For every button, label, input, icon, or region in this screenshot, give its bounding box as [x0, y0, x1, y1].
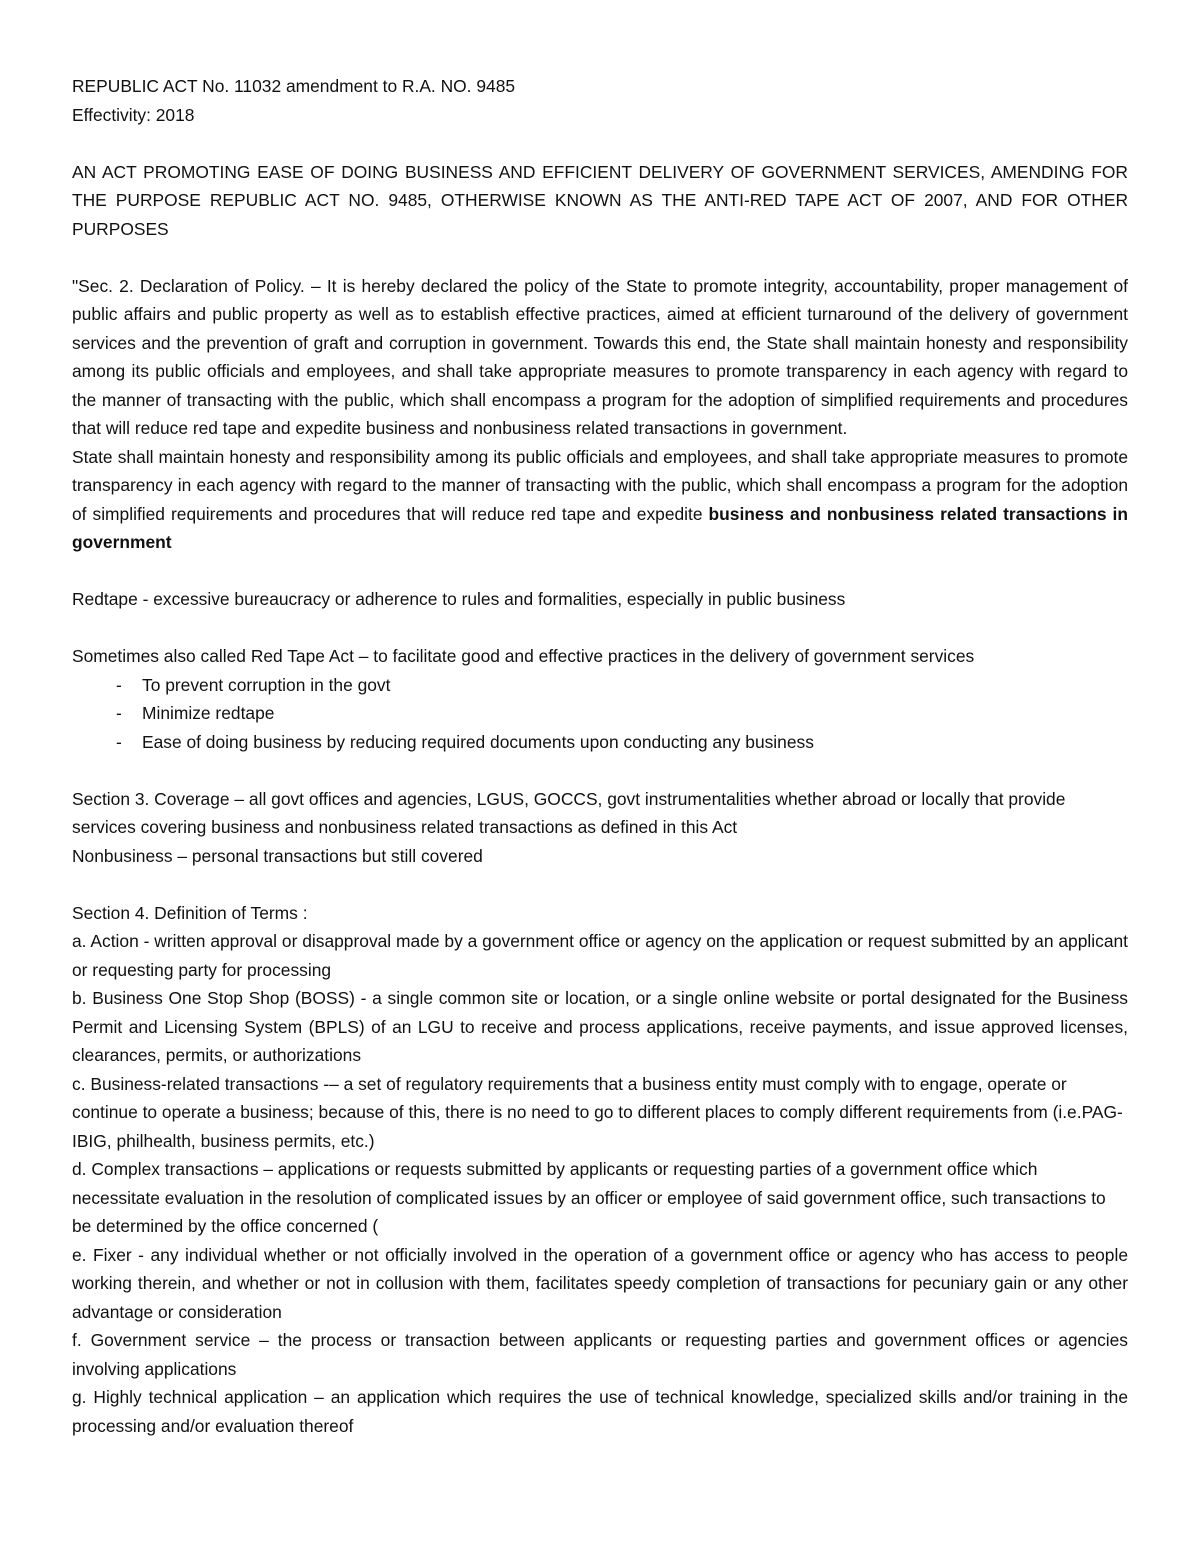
spacer	[72, 756, 1128, 785]
act-number-line: REPUBLIC ACT No. 11032 amendment to R.A. NO. 9485	[72, 76, 516, 96]
list-item-text: To prevent corruption in the govt	[142, 674, 391, 695]
sec4-heading: Section 4. Definition of Terms :	[72, 902, 308, 923]
spacer	[72, 870, 1128, 899]
redtape-definition: Redtape - excessive bureaucracy or adherence to rules and formalities, especially in public business	[72, 589, 846, 609]
spacer	[72, 614, 1128, 643]
dash-bullet: -	[116, 731, 122, 752]
spacer	[72, 129, 1128, 158]
sec2-repeated-text: State shall maintain honesty and responsibility among its public officials and employees, and shall take appropriate measures to promote transparency in each agency with regard to the manner of transacting with the public, which shall encompass a program for the adoption of simplified requirements and procedures that will reduce red tape and expedite	[72, 446, 1128, 524]
act-title: AN ACT PROMOTING EASE OF DOING BUSINESS AND EFFICIENT DELIVERY OF GOVERNMENT SERVICES, AMENDING FOR THE PURPOSE REPUBLIC ACT NO. 9485, OTHERWISE KNOWN AS THE ANTI-RED TAPE ACT OF 2007, AND FOR OTHER PURPOSES	[72, 161, 1128, 239]
term-boss: b. Business One Stop Shop (BOSS) - a single common site or location, or a single online website or portal designated for the Business Permit and Licensing System (BPLS) of an LGU to receive and process applications, receive payments, and issue approved licenses, clearances, permits, or authorizations	[72, 988, 1128, 1065]
list-item-text: Minimize redtape	[142, 703, 275, 723]
also-called-intro: Sometimes also called Red Tape Act – to facilitate good and effective practices in the delivery of government services	[72, 646, 975, 666]
term-action: a. Action - written approval or disapproval made by a government office or agency on the application or request submitted by an applicant or requesting party for processing	[72, 931, 1128, 980]
term-highly-technical: g. Highly technical application – an application which requires the use of technical knowledge, specialized skills and/or training in the processing and/or evaluation thereof	[72, 1387, 1128, 1436]
sec2-declaration-paragraph: "Sec. 2. Declaration of Policy. – It is hereby declared the policy of the State to promote integrity, accountability, proper management of public affairs and public property as well as to establish effective practices, aimed at efficient turnaround of the delivery of government services and the prevention of graft and corruption in government. Towards this end, the State shall maintain honesty and responsibility among its public officials and employees, and shall take appropriate measures to promote transparency in each agency with regard to the manner of transacting with the public, which shall encompass a program for the adoption of simplified requirements and procedures that will reduce red tape and expedite business and nonbusiness related transactions in government.	[72, 275, 1128, 438]
sec3-nonbusiness-line: Nonbusiness – personal transactions but still covered	[72, 845, 483, 866]
dash-bullet: -	[116, 703, 122, 723]
spacer	[72, 557, 1128, 586]
list-item	[72, 728, 1128, 757]
sec2-bold-text: business and nonbusiness related transactions in government	[72, 503, 1128, 552]
term-business-related: c. Business-related transactions -– a set of regulatory requirements that a business entity must comply with to engage, operate or continue to operate a business; because of this, there is no need to go to different places to comply different requirements from (i.e.PAG-IBIG, philhealth, business permits, etc.)	[72, 1073, 1123, 1151]
effectivity-line: Effectivity: 2018	[72, 104, 195, 125]
purpose-list	[72, 671, 1128, 757]
sec2-repeated-paragraph	[72, 443, 1128, 557]
term-complex-transactions: d. Complex transactions – applications or requests submitted by applicants or requesting parties of a government office which necessitate evaluation in the resolution of complicated issues by an officer or employee of said government office, such transactions to be determined by the office concerned (	[72, 1159, 1106, 1236]
spacer	[72, 243, 1128, 272]
dash-bullet: -	[116, 674, 122, 695]
list-item	[72, 671, 1128, 700]
list-item	[72, 699, 1128, 728]
term-government-service: f. Government service – the process or transaction between applicants or requesting parties and government offices or agencies involving applications	[72, 1330, 1128, 1379]
term-fixer: e. Fixer - any individual whether or not officially involved in the operation of a government office or agency who has access to people working therein, and whether or not in collusion with them, facilitates speedy completion of transactions for pecuniary gain or any other advantage or consideration	[72, 1244, 1128, 1322]
list-item-text: Ease of doing business by reducing required documents upon conducting any business	[142, 731, 814, 752]
document-body	[72, 72, 1128, 1440]
sec3-coverage-paragraph: Section 3. Coverage – all govt offices and agencies, LGUS, GOCCS, govt instrumentalities whether abroad or locally that provide services covering business and nonbusiness related transactions as defined in this Act	[72, 788, 1066, 837]
